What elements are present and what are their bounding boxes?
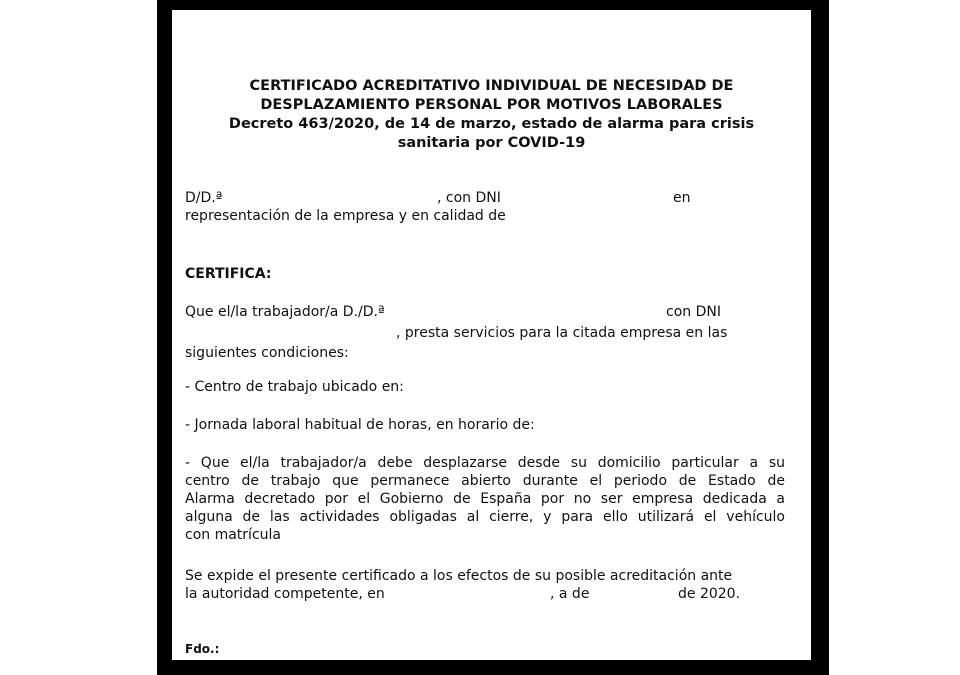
signature-label: Fdo.: [185, 642, 220, 656]
condition-centro: - Centro de trabajo ubicado en: [185, 379, 404, 395]
intro-line-1 [185, 189, 785, 207]
expide-line-2 [185, 585, 785, 603]
dd-label: D/D.ª [185, 190, 223, 206]
dni-label: , con DNI [437, 190, 501, 206]
worker-paragraph [185, 303, 785, 362]
intro-paragraph [185, 189, 785, 225]
desplazamiento-line-1: - Que el/la trabajador/a debe desplazarse desde su domicilio particular a su [185, 455, 785, 471]
desplazamiento-line-2: centro de trabajo que permanece abierto durante el periodo de Estado de [185, 473, 785, 489]
certifica-heading: CERTIFICA: [185, 266, 272, 282]
title-line-2: DESPLAZAMIENTO PERSONAL POR MOTIVOS LABORALES [260, 97, 723, 113]
title-line-1: CERTIFICADO ACREDITATIVO INDIVIDUAL DE NECESIDAD DE [249, 78, 734, 94]
expide-date-label: , a de [550, 586, 590, 602]
expide-paragraph [185, 567, 785, 603]
desplazamiento-line-5: con matrícula [185, 527, 281, 543]
expide-line-1: Se expide el presente certificado a los efectos de su posible acreditación ante [185, 568, 733, 584]
title-line-3: Decreto 463/2020, de 14 de marzo, estado de alarma para crisis [228, 116, 755, 132]
certificate-page [172, 10, 811, 660]
title-line-4: sanitaria por COVID-19 [397, 135, 586, 151]
worker-dni-label: con DNI [666, 304, 721, 320]
expide-year-label: de 2020. [678, 586, 741, 602]
document-title [172, 77, 811, 153]
worker-line-2: , presta servicios para la citada empresa en las [396, 325, 728, 341]
intro-line-2: representación de la empresa y en calidad de [185, 208, 506, 224]
desplazamiento-line-3: Alarma decretado por el Gobierno de España por no ser empresa dedicada a [185, 491, 785, 507]
worker-label: Que el/la trabajador/a D./D.ª [185, 304, 385, 320]
desplazamiento-line-4: alguna de las actividades obligadas al cierre, y para ello utilizará el vehículo [185, 509, 785, 525]
expide-place-label: la autoridad competente, en [185, 586, 385, 602]
condition-jornada: - Jornada laboral habitual de horas, en horario de: [185, 417, 535, 433]
condition-desplazamiento [185, 454, 785, 544]
en-label: en [673, 190, 691, 206]
worker-line-3: siguientes condiciones: [185, 345, 349, 361]
worker-line-1 [185, 303, 785, 321]
